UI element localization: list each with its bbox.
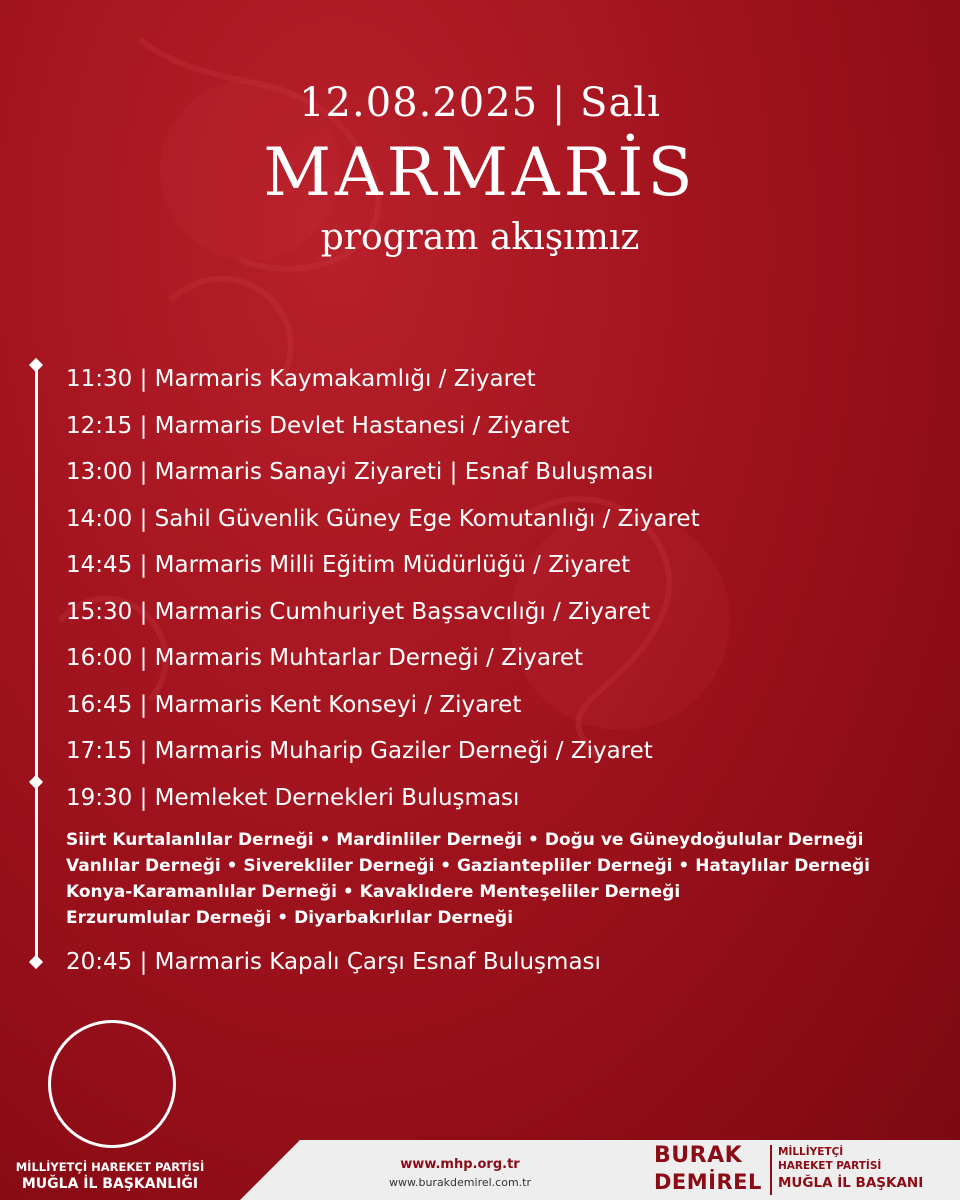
brand-party-line1: MİLLİYETÇİ [778, 1146, 844, 1158]
schedule-list [66, 356, 946, 986]
event-city: MARMARİS [263, 134, 697, 211]
schedule-item: 16:00 | Marmaris Muhtarlar Derneği / Ziyaret [66, 645, 584, 671]
event-subtitle: program akışımız [320, 217, 640, 258]
timeline-line [35, 366, 38, 966]
schedule-item-last: 20:45 | Marmaris Kapalı Çarşı Esnaf Buluşması [66, 949, 601, 975]
schedule-item: 16:45 | Marmaris Kent Konseyi / Ziyaret [66, 691, 522, 718]
personal-website-link[interactable]: www.burakdemirel.com.tr [388, 1176, 531, 1189]
header [0, 78, 960, 260]
event-date: 12.08.2025 | Salı [299, 80, 661, 126]
schedule-item: 12:15 | Marmaris Devlet Hastanesi / Ziyaret [66, 412, 570, 439]
schedule-item: 19:30 | Memleket Dernekleri Buluşması [66, 784, 520, 811]
schedule-item: 11:30 | Marmaris Kaymakamlığı / Ziyaret [66, 366, 536, 392]
party-name: MİLLİYETÇİ HAREKET PARTİSİ [15, 1160, 205, 1174]
party-website-link[interactable]: www.mhp.org.tr [400, 1157, 520, 1172]
association-list [66, 827, 946, 931]
party-logo-icon [48, 1020, 176, 1148]
timeline-diamond-mid [29, 775, 43, 789]
brand-party-line2: HAREKET PARTİSİ [778, 1160, 882, 1172]
association-line: Konya-Karamanlılar Derneği • Kavaklıdere Menteşeliler Derneği [66, 882, 681, 902]
association-line: Vanlılar Derneği • Siverekliler Derneği • Gaziantepliler Derneği • Hataylılar Derneği [66, 856, 870, 876]
schedule-item: 13:00 | Marmaris Sanayi Ziyareti | Esnaf Buluşması [66, 459, 654, 485]
crescent-icon [51, 1023, 173, 1145]
schedule-item: 15:30 | Marmaris Cumhuriyet Başsavcılığı / Ziyaret [66, 598, 651, 625]
party-branch: MUĞLA İL BAŞKANLIĞI [21, 1176, 199, 1192]
timeline-diamond-top [29, 358, 43, 372]
schedule-item: 14:00 | Sahil Güvenlik Güney Ege Komutanlığı / Ziyaret [66, 505, 700, 532]
brand-role: MUĞLA İL BAŞKANI [778, 1175, 924, 1191]
brand-last-name: DEMİREL [654, 1170, 762, 1194]
party-logo-block [10, 1010, 210, 1200]
schedule-item: 17:15 | Marmaris Muharip Gaziler Derneği / Ziyaret [66, 738, 653, 764]
association-line: Siirt Kurtalanlılar Derneği • Mardinliler Derneği • Doğu ve Güneydoğulular Derneği [66, 830, 864, 850]
schedule-item: 14:45 | Marmaris Milli Eğitim Müdürlüğü / Ziyaret [66, 552, 631, 578]
association-line: Erzurumlular Derneği • Diyarbakırlılar Derneği [66, 908, 514, 928]
brand-first-name: BURAK [654, 1143, 743, 1168]
timeline-diamond-bottom [29, 955, 43, 969]
brand-divider [770, 1145, 772, 1195]
